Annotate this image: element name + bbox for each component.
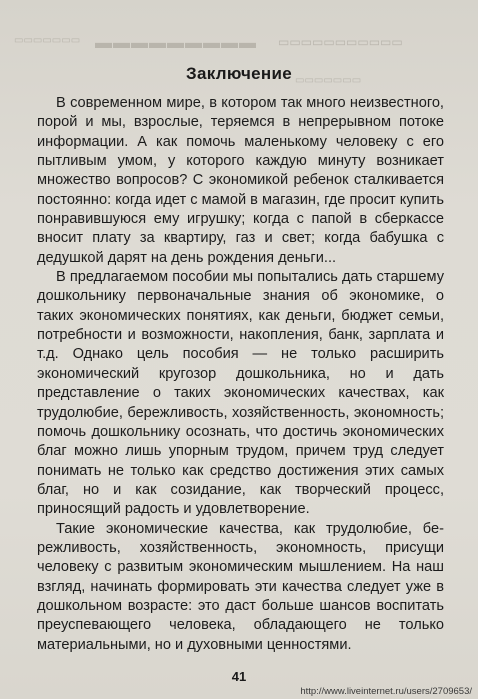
chapter-heading: Заключение	[186, 64, 292, 83]
bleed-through-decoration: ▬▬▬▬▬▬▬▬▬	[95, 33, 257, 52]
bleed-through-decoration: ▭▭▭▭▭▭▭▭▭▭▭	[278, 35, 403, 49]
source-watermark: http://www.liveinternet.ru/users/2709653/	[300, 686, 472, 697]
bleed-through-decoration: ▭▭▭▭▭▭▭	[295, 75, 362, 86]
paragraph-1: В современном мире, в котором так много неизвестного, порой и мы, взрослые, теряемся в непрерывном потоке информации. А как помочь маленькому человеку с его пытливым умом, у которого каждую минуту возникает множество вопросов? С экономикой ребенок сталкивается постоянно: когда идет с мамой в магазин, где просит купить понравившуюся ему игрушку; когда с папой в сберкассе вносит плату за квартиру, газ и свет; когда бабушка с дедушкой дарят на день рождения деньги...	[37, 95, 444, 266]
body-text	[37, 94, 444, 655]
page-number: 41	[231, 669, 247, 684]
paragraph-2: В предлагаемом пособии мы попытались дать старшему дошкольнику первоначальные знания об экономике, о таких экономических понятиях, как деньги, бюджет семьи, потребности и возможности, накопления, банк, зарплата и т.д. Однако цель пособия — не только расширить экономический кругозор дошкольника, но и дать представление о таких экономических качествах, как трудолюбие, бережливость, хозяйственность, экономность; помочь дошкольнику осознать, что достичь экономических благ можно лишь упорным трудом, причем труд следует понимать не только как средство достижения этих самых благ, но и как созидание, как творческий процесс, приносящий радость и удовлетворение.	[37, 269, 444, 518]
bleed-through-decoration: ▭▭▭▭▭▭▭	[14, 35, 81, 46]
paragraph-3: Такие экономические качества, как трудолюбие, бережливость, хозяйственность, экономность, присущи человеку с развитым экономическим мышлением. На наш взгляд, начинать формировать эти качества следует уже в дошкольном возрасте: это даст больше шансов воспитать преуспевающего человека, обладающего не только материальными, но и духовными ценностями.	[37, 520, 444, 653]
